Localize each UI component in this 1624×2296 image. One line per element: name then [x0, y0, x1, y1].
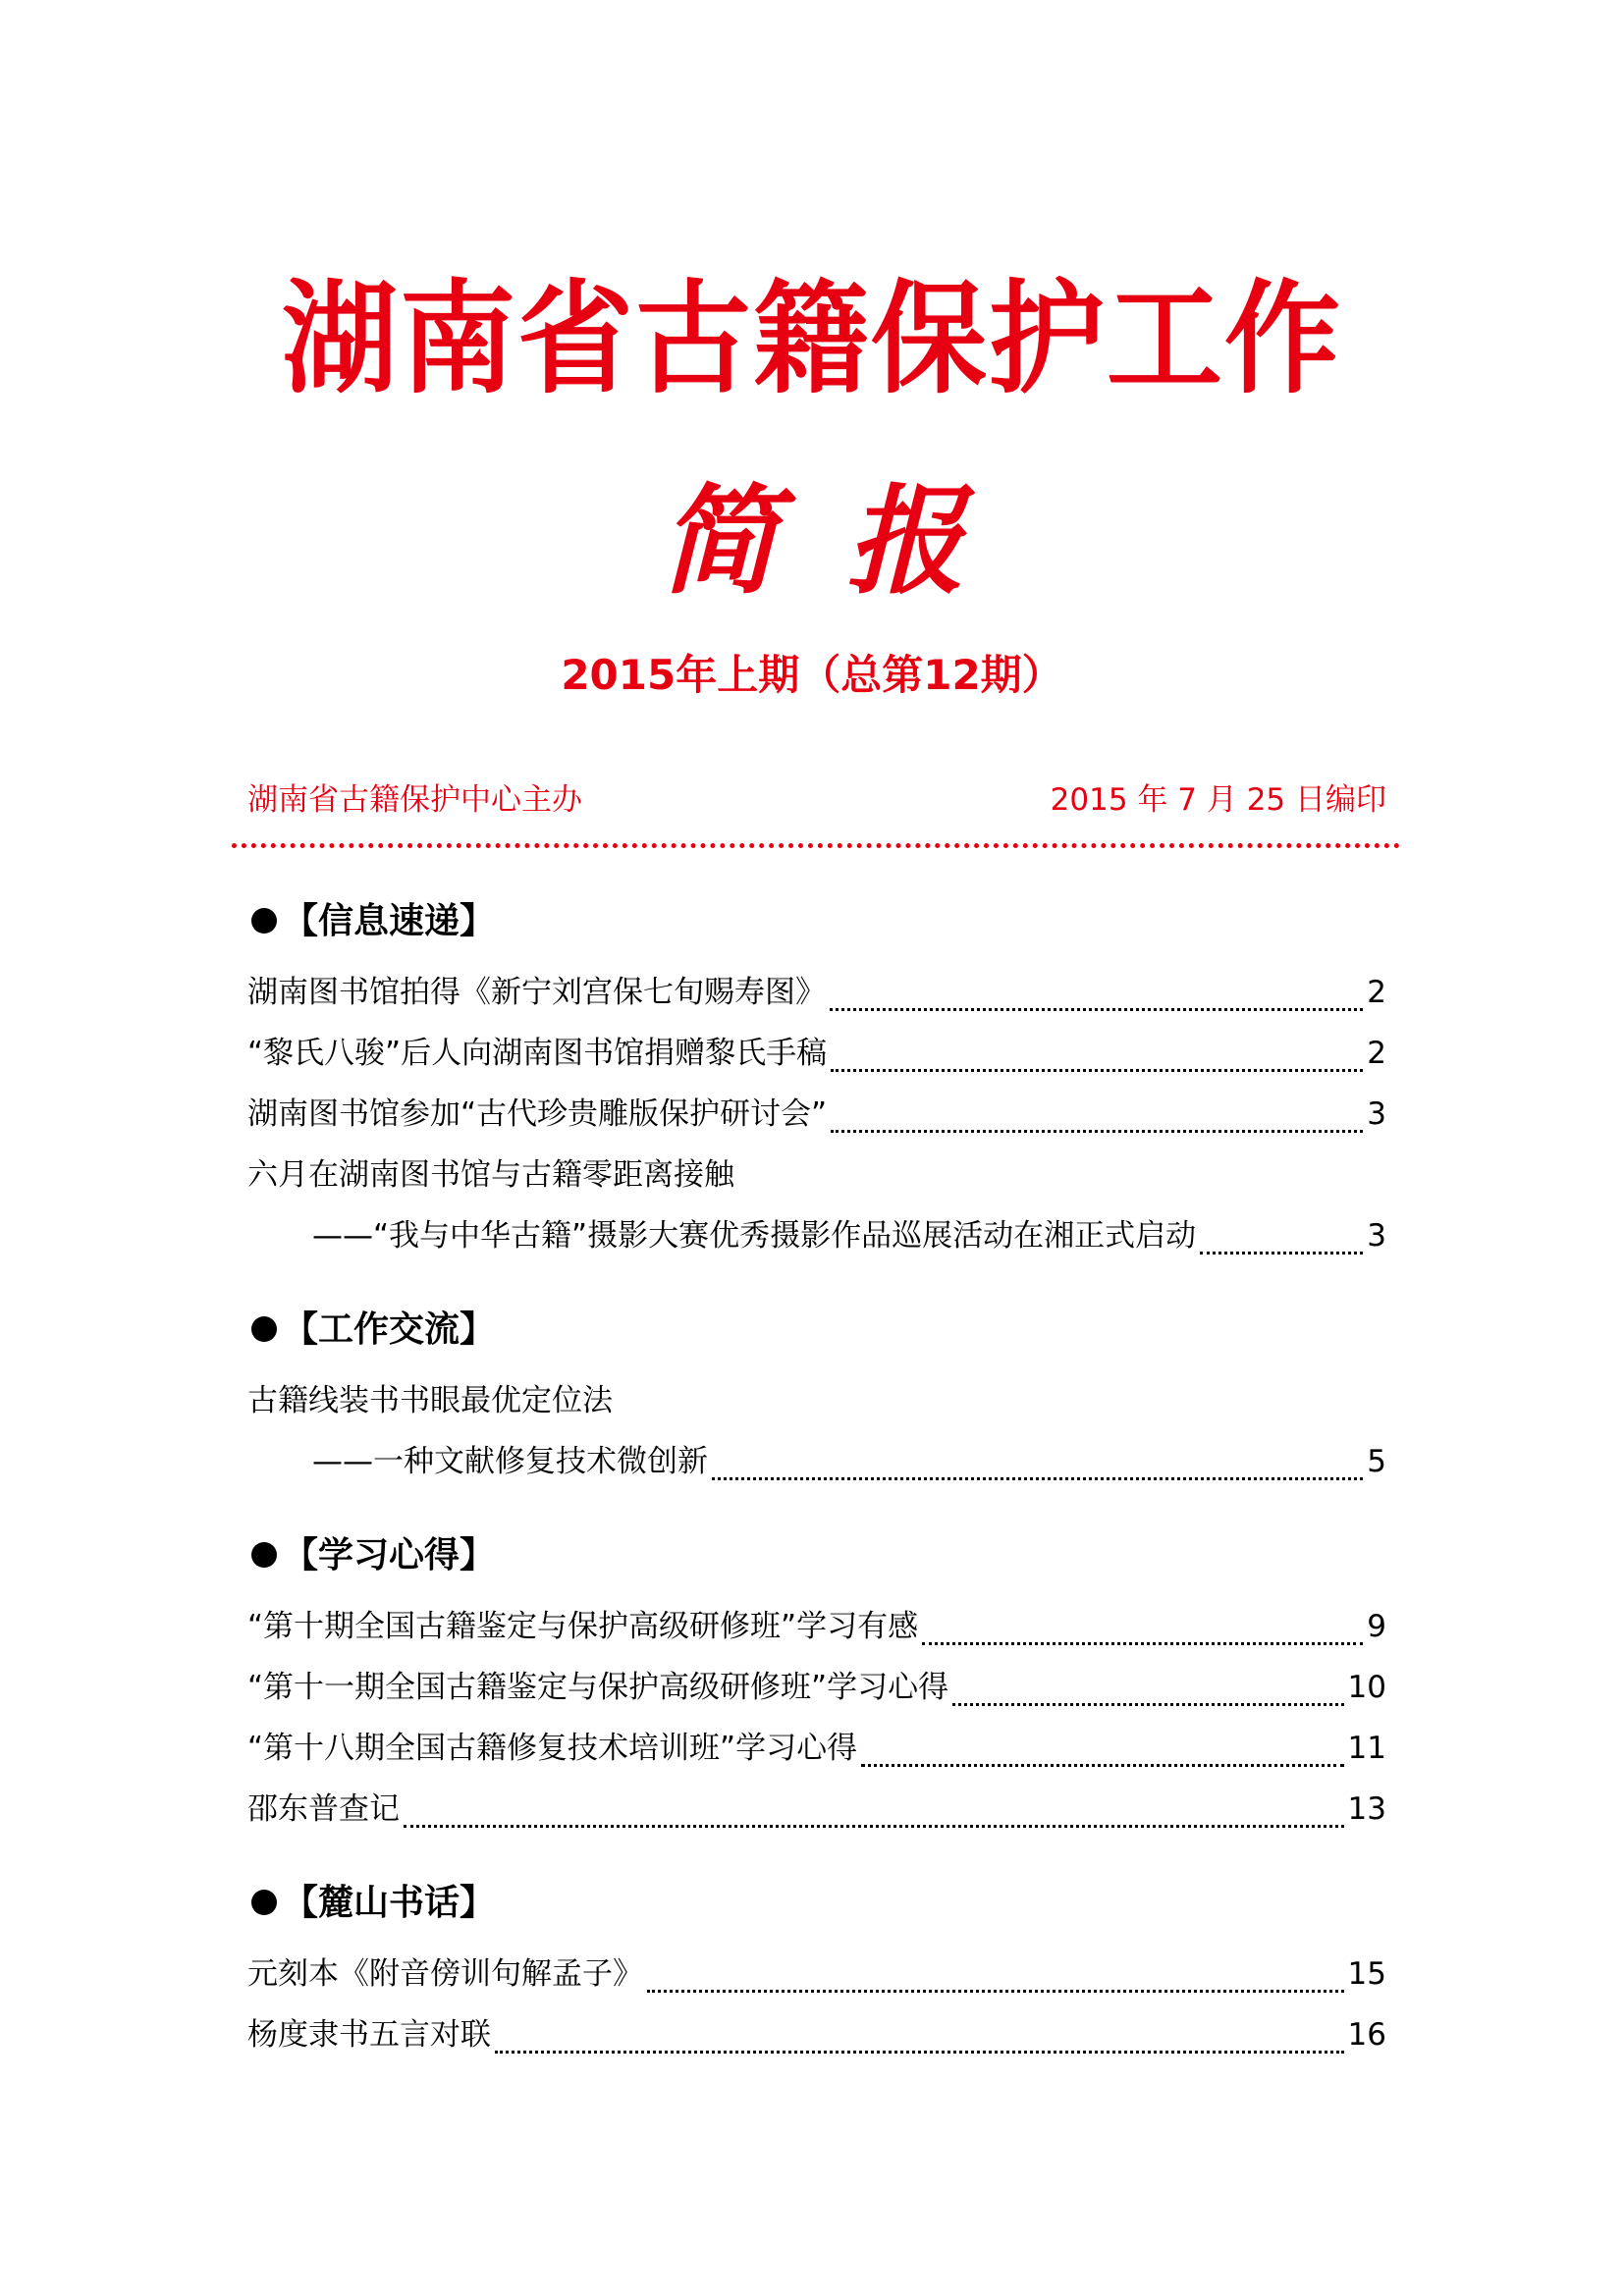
entry-page: 13 [1347, 1791, 1386, 1827]
entry-title: 杨度隶书五言对联 [247, 2017, 491, 2053]
entry-page: 11 [1347, 1731, 1386, 1766]
organizer: 湖南省古籍保护中心主办 [247, 782, 582, 818]
section-info-express [247, 893, 1386, 1266]
entry-page: 2 [1367, 1036, 1386, 1071]
dot-leader [952, 1683, 1343, 1706]
entry-title: “第十一期全国古籍鉴定与保护高级研修班”学习心得 [247, 1670, 949, 1705]
bullet-icon [251, 1890, 277, 1915]
toc-entry[interactable] [247, 1431, 1386, 1492]
toc-entry[interactable] [247, 962, 1386, 1023]
entry-page: 15 [1347, 1956, 1386, 1992]
dot-leader [712, 1458, 1363, 1480]
table-of-contents [247, 893, 1386, 2101]
bullet-icon [251, 1316, 277, 1342]
toc-entry[interactable] [247, 1944, 1386, 2004]
entry-title: 湖南图书馆参加“古代珍贵雕版保护研讨会” [247, 1096, 828, 1132]
bullet-icon [251, 1542, 277, 1568]
toc-entry[interactable] [247, 1657, 1386, 1718]
section-heading-label: 【工作交流】 [283, 1308, 496, 1350]
toc-entry[interactable] [247, 1023, 1386, 1084]
toc-entry[interactable] [247, 1779, 1386, 1840]
dot-leader [1200, 1232, 1363, 1255]
toc-entry[interactable] [247, 1084, 1386, 1145]
masthead-title: 湖南省古籍保护工作 [281, 267, 1342, 410]
entry-title: 元刻本《附音傍训句解孟子》 [247, 1956, 643, 1992]
entry-title: “黎氏八骏”后人向湖南图书馆捐赠黎氏手稿 [247, 1036, 828, 1071]
toc-entry[interactable] [247, 1596, 1386, 1657]
entry-page: 10 [1347, 1670, 1386, 1705]
section-heading-label: 【学习心得】 [283, 1534, 496, 1575]
section-work-exchange [247, 1302, 1386, 1492]
subtitle: 简报 [660, 474, 1033, 611]
section-heading-label: 【信息速递】 [283, 900, 496, 941]
dot-leader [831, 1049, 1363, 1072]
organizer-line [247, 780, 1386, 820]
dot-leader [495, 2031, 1344, 2054]
entry-title-line2: ——一种文献修复技术微创新 [312, 1444, 708, 1479]
entry-page: 3 [1367, 1096, 1386, 1132]
toc-entry[interactable] [247, 2004, 1386, 2065]
print-date: 2015 年 7 月 25 日编印 [1050, 782, 1386, 818]
section-lushan-book-talk [247, 1875, 1386, 2065]
toc-entry[interactable] [247, 1205, 1386, 1266]
section-heading-label: 【麓山书话】 [283, 1882, 496, 1923]
entry-title-line1[interactable]: 古籍线装书书眼最优定位法 [247, 1383, 613, 1418]
dot-leader [861, 1744, 1343, 1767]
entry-title: “第十八期全国古籍修复技术培训班”学习心得 [247, 1731, 858, 1766]
entry-page: 9 [1367, 1609, 1386, 1644]
dot-leader [647, 1970, 1344, 1993]
entry-title: 邵东普查记 [247, 1791, 400, 1827]
entry-title-line1[interactable]: 六月在湖南图书馆与古籍零距离接触 [247, 1157, 734, 1193]
dot-leader [922, 1623, 1363, 1645]
entry-title-line2: ——“我与中华古籍”摄影大赛优秀摄影作品巡展活动在湘正式启动 [312, 1218, 1197, 1254]
issue-number: 2015年上期（总第12期） [561, 651, 1063, 699]
section-study-notes [247, 1527, 1386, 1840]
entry-page: 5 [1367, 1444, 1386, 1479]
section-heading [247, 1527, 1386, 1582]
dot-leader [830, 988, 1363, 1011]
entry-title: 湖南图书馆拍得《新宁刘宫保七旬赐寿图》 [247, 975, 826, 1010]
section-heading [247, 893, 1386, 948]
toc-entry[interactable] [247, 1718, 1386, 1779]
entry-page: 16 [1347, 2017, 1386, 2053]
entry-title: “第十期全国古籍鉴定与保护高级研修班”学习有感 [247, 1609, 919, 1644]
dotted-divider [232, 843, 1400, 848]
bullet-icon [251, 908, 277, 934]
entry-page: 2 [1367, 975, 1386, 1010]
entry-page: 3 [1367, 1218, 1386, 1254]
section-heading [247, 1302, 1386, 1357]
dot-leader [831, 1110, 1363, 1133]
section-heading [247, 1875, 1386, 1930]
dot-leader [404, 1805, 1344, 1828]
